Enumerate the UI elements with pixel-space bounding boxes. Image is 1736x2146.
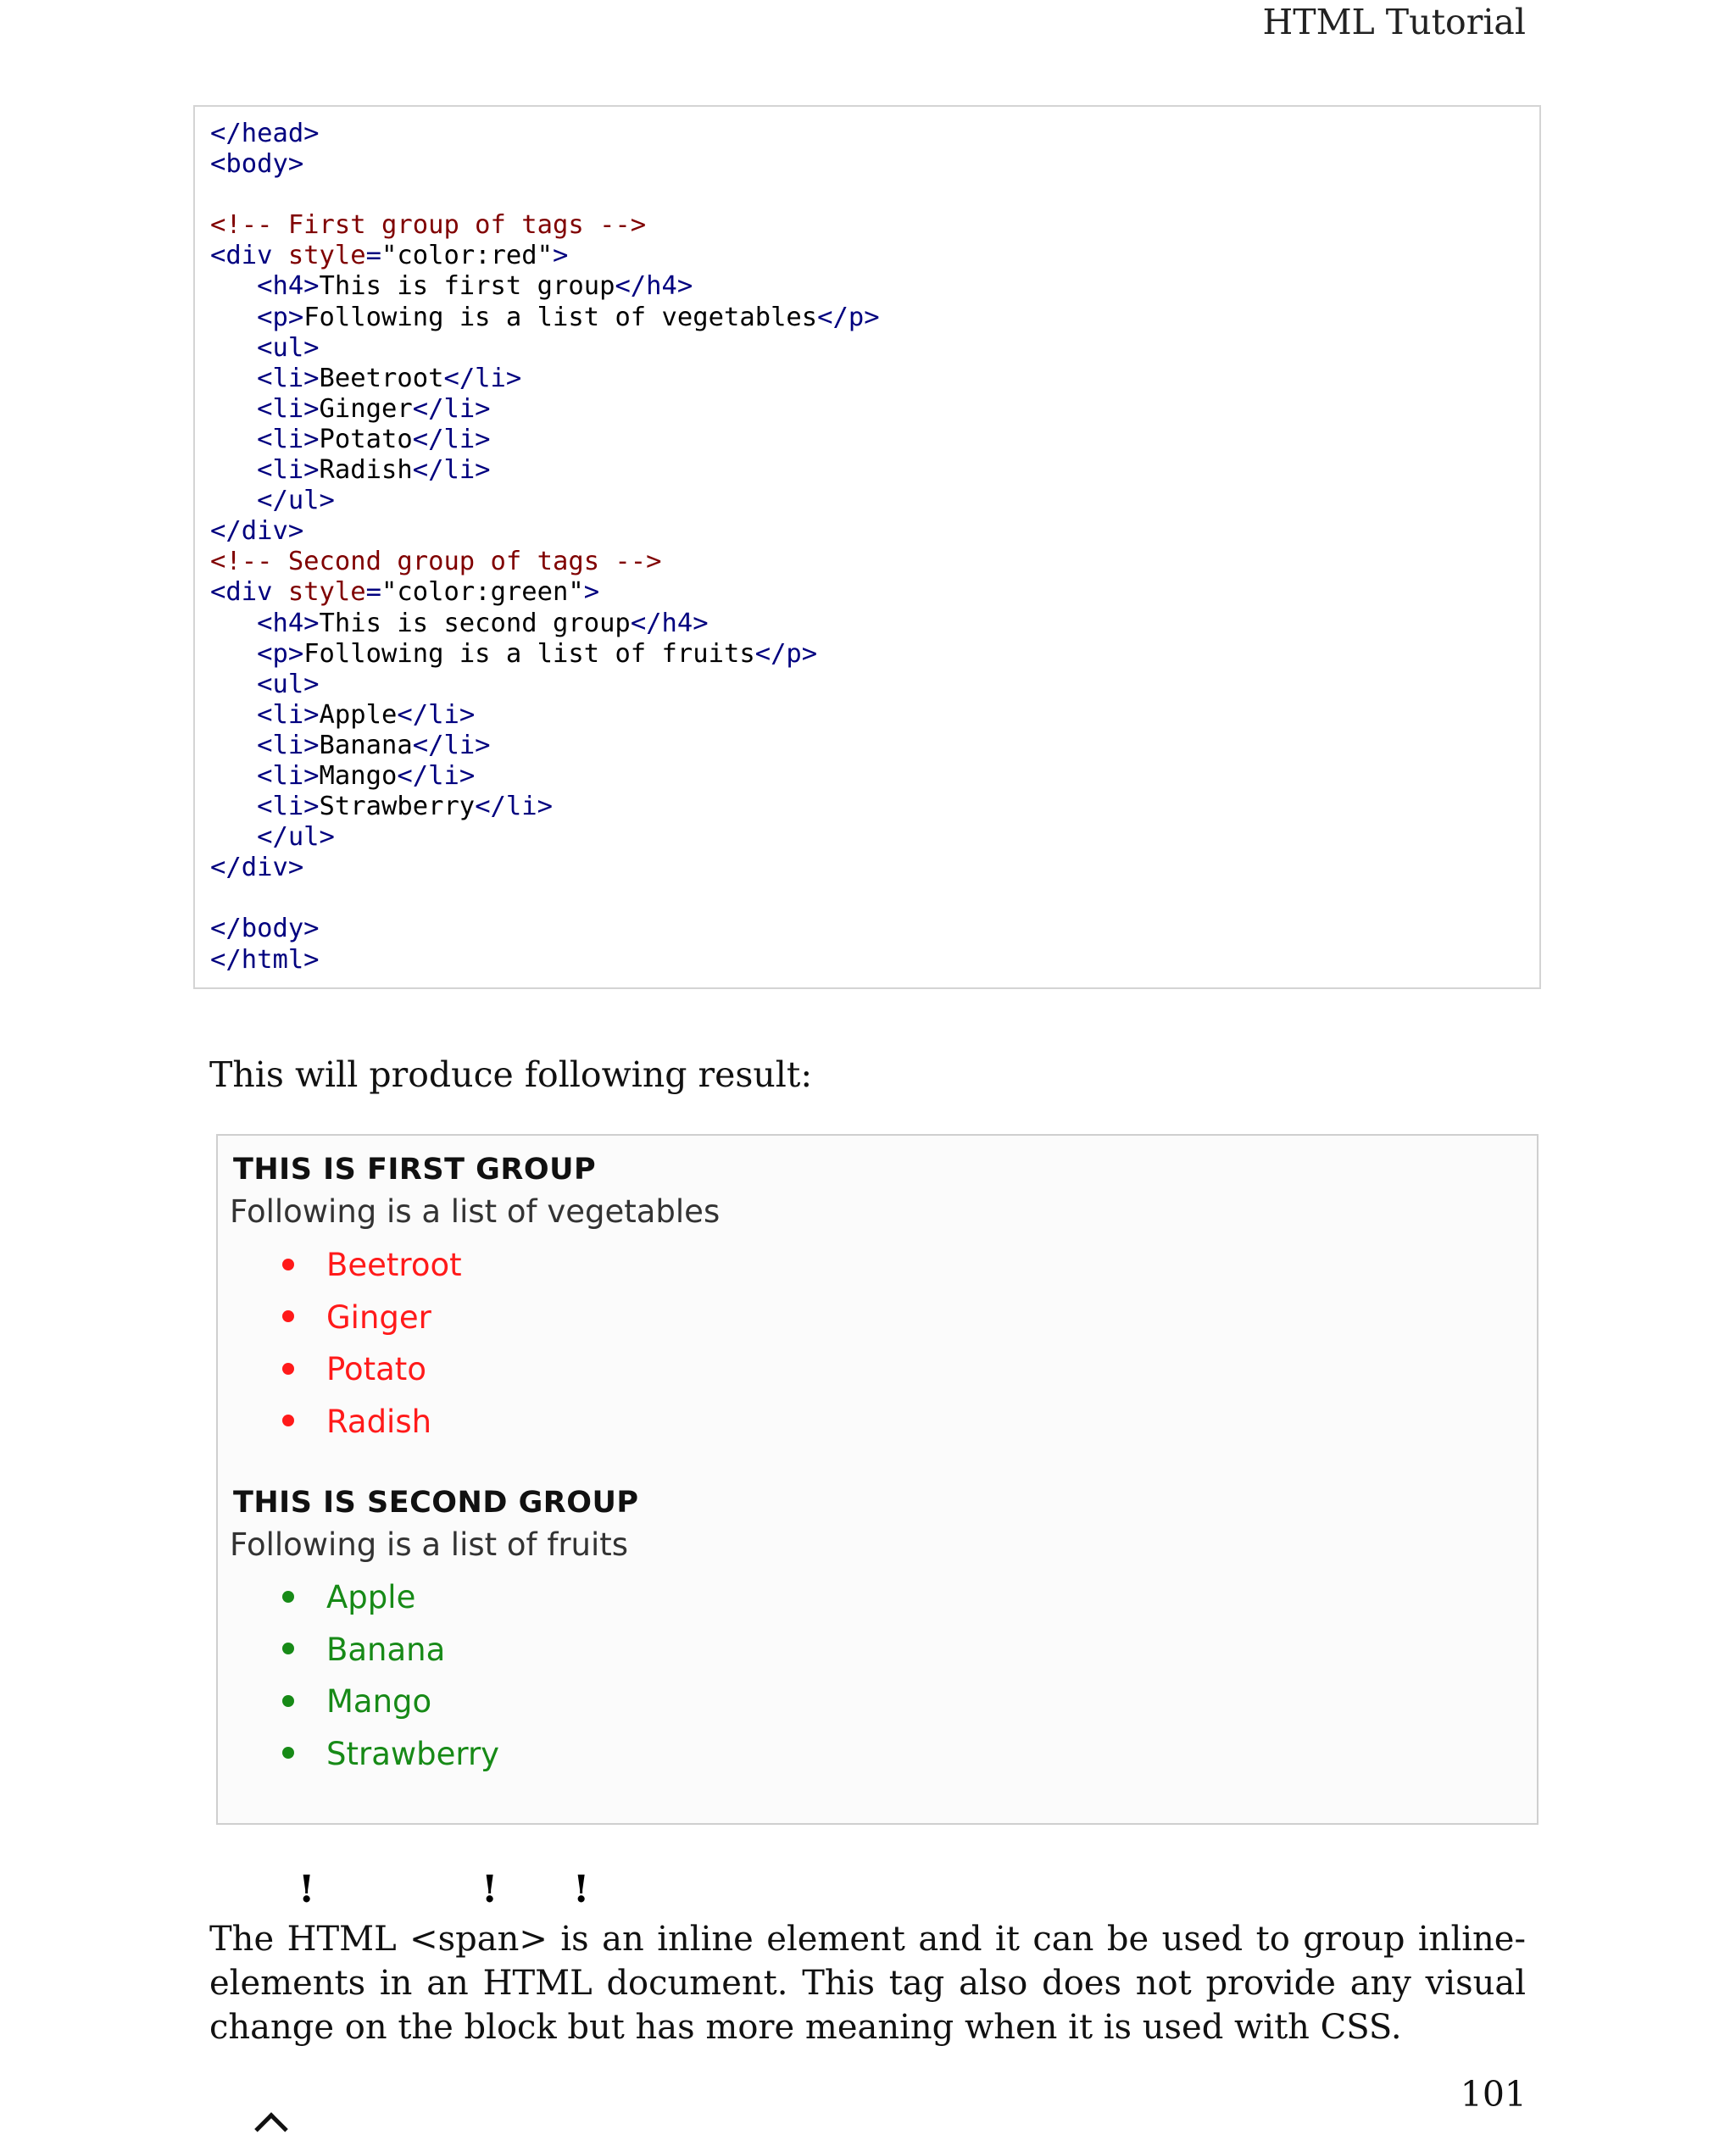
code-token: > [583, 577, 600, 608]
code-line [210, 364, 1539, 394]
group2-description: Following is a list of fruits [230, 1526, 629, 1563]
code-token: <ul> [257, 332, 320, 363]
code-token [210, 761, 257, 791]
code-token: <li> [257, 730, 320, 760]
code-token: Mango [319, 760, 398, 791]
group2-heading: THIS IS SECOND GROUP [233, 1486, 639, 1520]
code-line [210, 455, 1539, 486]
code-line [210, 883, 1539, 914]
code-line [210, 731, 1539, 761]
code-token [210, 303, 257, 332]
code-token: </li> [412, 730, 491, 760]
code-token [210, 425, 257, 454]
code-token [210, 271, 257, 301]
code-line [210, 853, 1539, 883]
list-item [282, 1246, 462, 1285]
list-item-label: Strawberry [326, 1735, 500, 1772]
code-line [210, 609, 1539, 639]
code-token: "color:green" [381, 577, 584, 608]
bullet-icon [282, 1591, 294, 1603]
code-token: </li> [412, 455, 491, 486]
list-item-label: Apple [326, 1579, 416, 1615]
code-token: </div> [210, 516, 304, 547]
code-line [210, 577, 1539, 608]
page-number: 101 [1460, 2074, 1527, 2115]
list-item [282, 1682, 431, 1721]
code-token: </h4> [615, 271, 693, 302]
code-line [210, 822, 1539, 853]
code-token: <li> [257, 455, 320, 486]
code-token [210, 639, 257, 669]
code-token [210, 455, 257, 485]
list-item [282, 1403, 431, 1442]
code-token: > [553, 241, 569, 271]
code-token: Banana [319, 730, 413, 760]
code-token: </body> [210, 914, 320, 944]
list-item [282, 1298, 431, 1337]
code-token: </head> [210, 119, 320, 148]
code-token: Ginger [319, 393, 413, 424]
code-token: style [287, 241, 366, 271]
code-line [210, 516, 1539, 547]
code-token: Strawberry [319, 792, 476, 822]
code-token [210, 670, 257, 699]
bullet-icon [282, 1310, 294, 1322]
code-block [193, 105, 1541, 989]
code-token: </li> [443, 363, 522, 393]
list-item-label: Mango [326, 1683, 432, 1720]
code-line [210, 394, 1539, 425]
code-token: </li> [412, 424, 491, 454]
code-token: <li> [257, 699, 320, 730]
code-line [210, 210, 1539, 241]
code-token [210, 609, 257, 638]
code-token: Following is a list of fruits [303, 638, 755, 669]
code-token: = [365, 577, 382, 608]
code-line [210, 486, 1539, 516]
code-token: Apple [319, 699, 398, 730]
code-token: Radish [319, 455, 413, 486]
code-token [210, 700, 257, 730]
section-mark: ! [481, 1868, 498, 1911]
list-item-label: Ginger [326, 1298, 431, 1336]
code-line [210, 761, 1539, 792]
code-line [210, 792, 1539, 822]
code-line [210, 547, 1539, 577]
group1-description: Following is a list of vegetables [230, 1193, 721, 1230]
code-token: <!-- Second group of tags --> [210, 547, 662, 577]
bullet-icon [282, 1363, 294, 1375]
code-token: style [287, 577, 366, 608]
list-item-label: Radish [326, 1403, 432, 1440]
code-token: <!-- First group of tags --> [210, 210, 647, 241]
code-token: </ul> [257, 486, 335, 516]
code-token: <div [210, 241, 288, 271]
code-line [210, 914, 1539, 944]
code-token: </html> [210, 944, 320, 975]
code-token: </p> [817, 302, 880, 332]
code-line [210, 425, 1539, 455]
bullet-icon [282, 1643, 294, 1654]
section-mark: ! [298, 1868, 315, 1911]
code-line [210, 241, 1539, 271]
list-item-label: Beetroot [326, 1247, 462, 1283]
bullet-icon [282, 1747, 294, 1759]
code-token: "color:red" [381, 241, 554, 271]
code-token: <li> [257, 424, 320, 454]
code-token: <li> [257, 393, 320, 424]
code-token: <p> [257, 638, 304, 669]
list-item-label: Potato [326, 1351, 426, 1387]
rendered-result [216, 1134, 1538, 1825]
code-token: <div [210, 577, 288, 608]
code-token: <h4> [257, 271, 320, 302]
code-token: This is second group [319, 608, 631, 638]
code-token: <ul> [257, 669, 320, 699]
code-token: </h4> [630, 608, 709, 638]
code-token: <li> [257, 363, 320, 393]
caret-up-icon [254, 2112, 288, 2146]
list-item [282, 1350, 426, 1389]
code-token: </li> [397, 699, 476, 730]
list-item [282, 1735, 499, 1774]
code-line [210, 271, 1539, 302]
code-token: </p> [754, 638, 818, 669]
code-line [210, 149, 1539, 180]
code-token: <li> [257, 792, 320, 822]
code-token [210, 394, 257, 424]
code-token: </li> [397, 760, 476, 791]
code-line [210, 670, 1539, 700]
code-token [210, 333, 257, 363]
code-line [210, 639, 1539, 670]
list-item-label: Banana [326, 1631, 446, 1668]
list-item [282, 1578, 415, 1617]
code-line [210, 700, 1539, 731]
code-token: </div> [210, 853, 304, 883]
code-token: Following is a list of vegetables [303, 302, 818, 332]
code-line [210, 945, 1539, 976]
bullet-icon [282, 1415, 294, 1426]
code-token [210, 822, 257, 852]
code-line [210, 119, 1539, 149]
code-token: </li> [412, 393, 491, 424]
code-token: = [365, 241, 382, 271]
bullet-icon [282, 1259, 294, 1270]
code-token [210, 364, 257, 393]
code-token: <body> [210, 149, 304, 180]
code-token: <h4> [257, 608, 320, 638]
code-token: <p> [257, 302, 304, 332]
code-token [210, 792, 257, 821]
code-line [210, 303, 1539, 333]
code-token: </li> [475, 792, 554, 822]
code-token: Potato [319, 424, 413, 454]
bullet-icon [282, 1695, 294, 1707]
body-paragraph: The HTML <span> is an inline element and it can be used to group inline-elements in an HTML document. This tag also does not provide any visual change on the block but has more meaning when it is used with CSS. [209, 1920, 1526, 2047]
code-token: </ul> [257, 822, 335, 853]
code-line [210, 333, 1539, 364]
code-token [210, 486, 257, 515]
section-mark: ! [573, 1868, 590, 1911]
section-marks [0, 1868, 1736, 1919]
group1-heading: THIS IS FIRST GROUP [233, 1153, 597, 1187]
code-token: This is first group [319, 271, 615, 302]
code-token: <li> [257, 760, 320, 791]
intro-text: This will produce following result: [209, 1054, 813, 1095]
running-header: HTML Tutorial [1262, 2, 1526, 42]
code-line [210, 180, 1539, 210]
code-token: Beetroot [319, 363, 444, 393]
list-item [282, 1631, 445, 1670]
code-token [210, 731, 257, 760]
